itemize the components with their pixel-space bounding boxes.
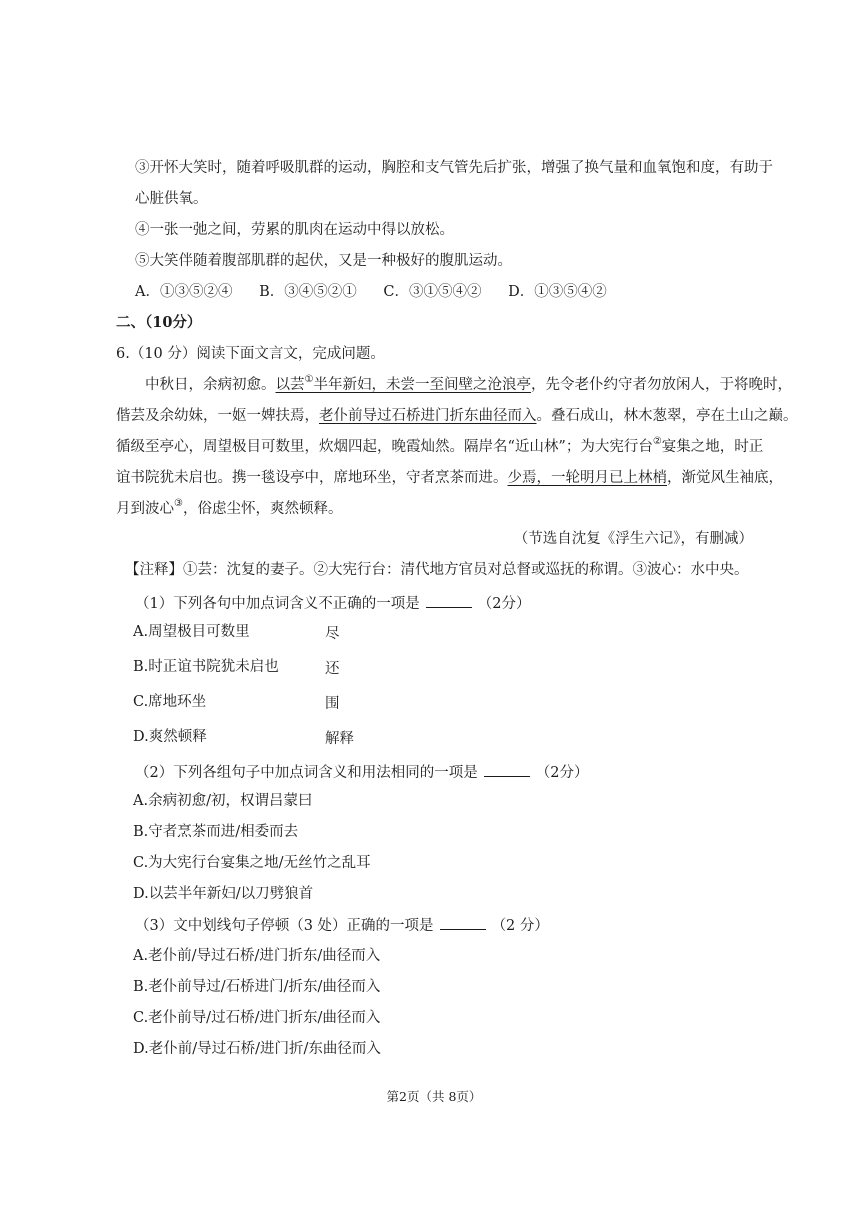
answer-option-c: C．③①⑤④② bbox=[383, 284, 482, 300]
sub1-option-c-meaning: 围 bbox=[325, 696, 340, 712]
sub3-option-a: A.老仆前/导过石桥/进门折东/曲径而入 bbox=[133, 948, 381, 964]
sub2-option-a: A.余病初愈/初，权谓吕蒙曰 bbox=[133, 793, 313, 809]
underlined-phrase: 少焉，一轮明月已上林梢 bbox=[507, 470, 667, 486]
answer-blank[interactable] bbox=[426, 593, 472, 608]
sub1-option-a-meaning: 尽 bbox=[325, 626, 340, 642]
sub3-option-c: C.老仆前导/过石桥/进门折东/曲径而入 bbox=[133, 1010, 381, 1026]
answer-option-b: B．③④⑤②① bbox=[259, 284, 357, 300]
sub1-option-d: D.爽然顿释 bbox=[133, 729, 207, 745]
passage-line-2: 偕芸及余幼妹，一妪一婢扶焉，老仆前导过石桥进门折东曲径而入。叠石成山，林木葱翠，亭在土山之巅。 bbox=[116, 408, 798, 424]
option-line-4: ④一张一弛之间，劳累的肌肉在运动中得以放松。 bbox=[135, 222, 454, 238]
annotations: 【注释】①芸：沈复的妻子。②大宪行台：清代地方官员对总督或巡抚的称谓。③波心：水中央。 bbox=[125, 562, 749, 578]
sub1-option-a: A.周望极目可数里 bbox=[133, 624, 250, 640]
sub1-option-b: B.时正谊书院犹未启也 bbox=[133, 659, 279, 675]
passage-line-1: 中秋日，余病初愈。以芸①半年新妇，未尝一至间壁之沧浪亭，先令老仆约守者勿放闲人，于将晚时， bbox=[145, 374, 792, 393]
sub2-option-c: C.为大宪行台宴集之地/无丝竹之乱耳 bbox=[133, 855, 371, 871]
answer-option-d: D．①③⑤④② bbox=[508, 284, 607, 300]
subquestion-2-stem: （2）下列各组句子中加点词含义和用法相同的一项是 （2分） bbox=[135, 762, 588, 783]
sub1-option-d-meaning: 解释 bbox=[325, 731, 354, 747]
sub2-option-d: D.以芸半年新妇/以刀劈狼首 bbox=[133, 886, 314, 902]
sub3-option-b: B.老仆前导过/石桥进门/折东/曲径而入 bbox=[133, 979, 381, 995]
answer-blank[interactable] bbox=[440, 915, 486, 930]
answer-blank[interactable] bbox=[484, 762, 530, 777]
passage-line-3: 循级至亭心，周望极目可数里，炊烟四起，晚霞灿然。隔岸名“近山林”；为大宪行台②宴集之地，时正 bbox=[116, 436, 764, 455]
page-number: 第2页（共 8页） bbox=[386, 1089, 482, 1104]
option-line-3b: 心脏供氧。 bbox=[135, 191, 208, 207]
option-line-3a: ③开怀大笑时，随着呼吸肌群的运动，胸腔和支气管先后扩张，增强了换气量和血氧饱和度，有助于 bbox=[135, 160, 773, 176]
question-6-stem: 6.（10 分）阅读下面文言文，完成问题。 bbox=[116, 346, 385, 362]
sub2-option-b: B.守者烹茶而进/相委而去 bbox=[133, 824, 299, 840]
sub1-option-c: C.席地环坐 bbox=[133, 694, 207, 710]
sub1-option-b-meaning: 还 bbox=[325, 661, 340, 677]
option-line-5: ⑤大笑伴随着腹部肌群的起伏，又是一种极好的腹肌运动。 bbox=[135, 253, 512, 269]
section-title: 二、（10分） bbox=[116, 314, 202, 331]
subquestion-1-stem: （1）下列各句中加点词含义不正确的一项是 （2分） bbox=[135, 593, 530, 614]
underlined-phrase: 以芸①半年新妇，未尝一至间壁之沧浪亭 bbox=[275, 374, 531, 393]
subquestion-3-stem: （3）文中划线句子停顿（3 处）正确的一项是 （2 分） bbox=[135, 915, 549, 936]
answer-option-a: A．①③⑤②④ bbox=[135, 284, 233, 300]
sub3-option-d: D.老仆前/导过石桥/进门折/东曲径而入 bbox=[133, 1041, 381, 1057]
answer-options bbox=[135, 282, 629, 302]
passage-line-4: 谊书院犹未启也。携一毯设亭中，席地环坐，守者烹茶而进。少焉，一轮明月已上林梢，渐觉风生袖底， bbox=[116, 470, 783, 486]
underlined-sentence: 老仆前导过石桥进门折东曲径而入 bbox=[319, 408, 537, 424]
passage-line-5: 月到波心③，俗虑尘怀，爽然顿释。 bbox=[116, 498, 343, 517]
passage-source: （节选自沈复《浮生六记》，有删减） bbox=[513, 531, 753, 547]
